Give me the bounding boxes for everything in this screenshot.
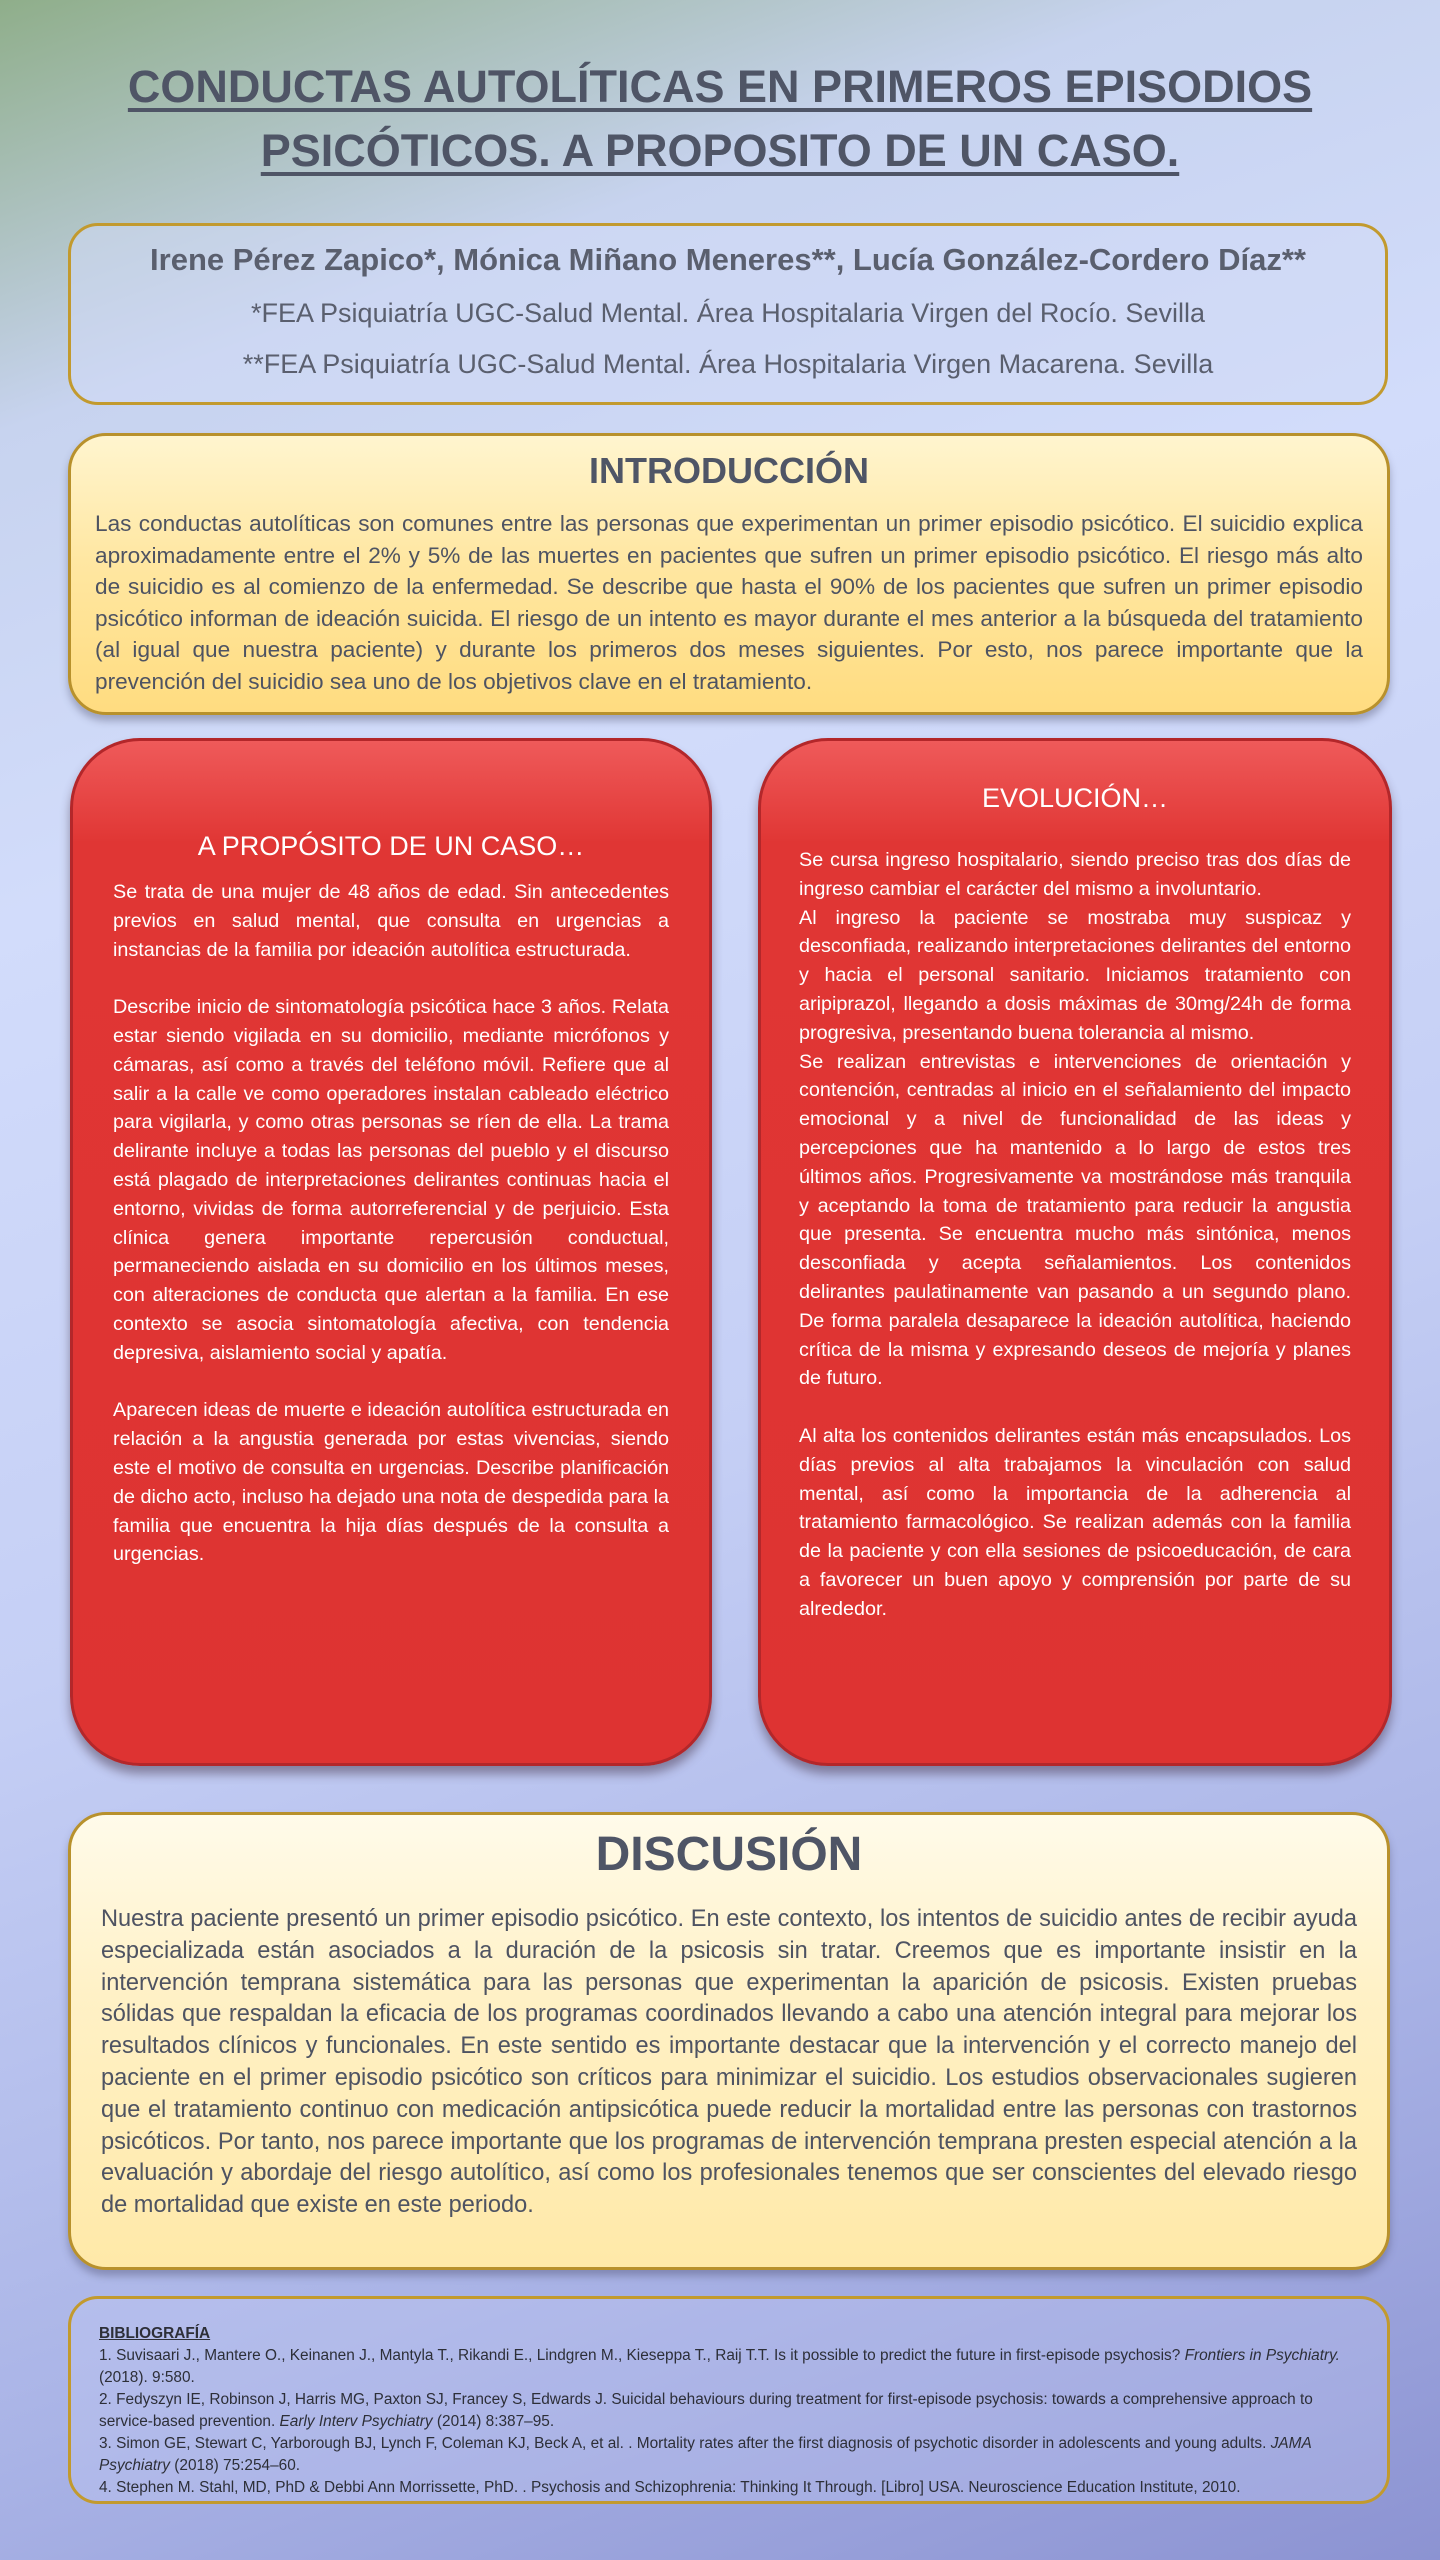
evolution-heading: EVOLUCIÓN…	[981, 783, 1169, 813]
introduction-panel	[68, 433, 1390, 715]
reference-3: 3. Simon GE, Stewart C, Yarborough BJ, Lynch F, Coleman KJ, Beck A, et al. . Mortality rates after the first diagnosis of psychotic disorder in adolescents and young adults. JAMA Psychiatry (2018) 75:254–60.	[99, 2435, 1312, 2474]
affiliation-1: *FEA Psiquiatría UGC-Salud Mental. Área Hospitalaria Virgen del Rocío. Sevilla	[251, 298, 1205, 328]
affiliation-2: **FEA Psiquiatría UGC-Salud Mental. Área Hospitalaria Virgen Macarena. Sevilla	[242, 349, 1214, 379]
case-text	[113, 878, 669, 1569]
discussion-heading: DISCUSIÓN	[595, 1828, 863, 1881]
case-panel	[70, 738, 712, 1766]
evolution-paragraph-2: Al ingreso la paciente se mostraba muy suspicaz y desconfiada, realizando interpretaciones delirantes del entorno y hacia el personal sanitario. Iniciamos tratamiento con aripiprazol, llegando a dosis máximas de 30mg/24h de forma progresiva, presentando buena tolerancia al mismo.	[799, 906, 1351, 1044]
case-heading: A PROPÓSITO DE UN CASO…	[197, 831, 585, 861]
authors-box	[68, 223, 1388, 405]
bibliography-heading: BIBLIOGRAFÍA	[99, 2325, 211, 2342]
author-names: Irene Pérez Zapico*, Mónica Miñano Meneres**, Lucía González-Cordero Díaz**	[150, 242, 1306, 277]
case-paragraph-1: Se trata de una mujer de 48 años de edad. Sin antecedentes previos en salud mental, que consulta en urgencias a instancias de la familia por ideación autolítica estructurada.	[113, 881, 669, 961]
evolution-text	[799, 846, 1351, 1624]
introduction-text: Las conductas autolíticas son comunes entre las personas que experimentan un primer episodio psicótico. El suicidio explica aproximadamente entre el 2% y 5% de las muertes en pacientes que sufren un primer episodio psicótico. El riesgo más alto de suicidio es al comienzo de la enfermedad. Se describe que hasta el 90% de los pacientes que sufren un primer episodio psicótico informan de ideación suicida. El riesgo de un intento es mayor durante el mes anterior a la búsqueda del tratamiento (al igual que nuestra paciente) y durante los primeros dos meses siguientes. Por esto, nos parece importante que la prevención del suicidio sea uno de los objetivos clave en el tratamiento.	[95, 511, 1363, 694]
case-paragraph-2: Describe inicio de sintomatología psicótica hace 3 años. Relata estar siendo vigilada en su domicilio, mediante micrófonos y cámaras, así como a través del teléfono móvil. Refiere que al salir a la calle ve como operadores instalan cableado eléctrico para vigilarla, y como otras personas se ríen de ella. La trama delirante incluye a todas las personas del pueblo y el discurso está plagado de interpretaciones delirantes continuas hacia el entorno, vividas de forma autorreferencial y de perjuicio. Esta clínica genera importante repercusión conductual, permaneciendo aislada en su domicilio en los últimos meses, con alteraciones de conducta que alertan a la familia. En ese contexto se asocia sintomatología afectiva, con tendencia depresiva, aislamiento social y apatía.	[113, 996, 669, 1364]
introduction-heading: INTRODUCCIÓN	[589, 450, 869, 491]
reference-2: 2. Fedyszyn IE, Robinson J, Harris MG, Paxton SJ, Francey S, Edwards J. Suicidal behaviours during treatment for first-episode psychosis: towards a comprehensive approach to service-based prevention. Early Interv Psychiatry (2014) 8:387–95.	[99, 2391, 1313, 2430]
reference-1: 1. Suvisaari J., Mantere O., Keinanen J., Mantyla T., Rikandi E., Lindgren M., Kieseppa T., Raij T.T. Is it possible to predict the future in first-episode psychosis? Frontiers in Psychiatry. (2018). 9:580.	[99, 2347, 1340, 2386]
poster-title	[60, 55, 1380, 183]
poster-title-line-1: CONDUCTAS AUTOLÍTICAS EN PRIMEROS EPISODIOS	[127, 61, 1313, 112]
poster-title-line-2: PSICÓTICOS. A PROPOSITO DE UN CASO.	[260, 125, 1180, 176]
reference-4: 4. Stephen M. Stahl, MD, PhD & Debbi Ann Morrissette, PhD. . Psychosis and Schizophrenia: Thinking It Through. [Libro] USA. Neuroscience Education Institute, 2010.	[99, 2479, 1241, 2496]
bibliography-box	[68, 2296, 1390, 2504]
discussion-text: Nuestra paciente presentó un primer episodio psicótico. En este contexto, los intentos de suicidio antes de recibir ayuda especializada están asociados a la duración de la psicosis sin tratar. Creemos que es importante insistir en la intervención temprana sistemática para las personas que experimentan la aparición de psicosis. Existen pruebas sólidas que respaldan la eficacia de los programas coordinados llevando a cabo una atención integral para mejorar los resultados clínicos y funcionales. En este sentido es importante destacar que la intervención y el correcto manejo del paciente en el primer episodio psicótico son críticos para minimizar el suicidio. Los estudios observacionales sugieren que el tratamiento continuo con medicación antipsicótica puede reducir la mortalidad entre las personas con trastornos psicóticos. Por tanto, nos parece importante que los programas de intervención temprana presten especial atención a la evaluación y abordaje del riesgo autolítico, así como los profesionales tenemos que ser conscientes del elevado riesgo de mortalidad que existe en este periodo.	[101, 1906, 1357, 2219]
discussion-panel	[68, 1812, 1390, 2270]
case-paragraph-3: Aparecen ideas de muerte e ideación autolítica estructurada en relación a la angustia generada por estas vivencias, siendo este el motivo de consulta en urgencias. Describe planificación de dicho acto, incluso ha dejado una nota de despedida para la familia que encuentra la hija días después de la consulta a urgencias.	[113, 1399, 669, 1566]
evolution-paragraph-4: Al alta los contenidos delirantes están más encapsulados. Los días previos al alta trabajamos la vinculación con salud mental, así como la importancia de la adherencia al tratamiento farmacológico. Se realizan además con la familia de la paciente y con ella sesiones de psicoeducación, de cara a favorecer un buen apoyo y comprensión por parte de su alrededor.	[799, 1424, 1351, 1620]
evolution-paragraph-1: Se cursa ingreso hospitalario, siendo preciso tras dos días de ingreso cambiar el carácter del mismo a involuntario.	[799, 849, 1351, 900]
evolution-paragraph-3: Se realizan entrevistas e intervenciones de orientación y contención, centradas al inicio en el señalamiento del impacto emocional y a nivel de funcionalidad de las ideas y percepciones que ha mantenido a lo largo de estos tres últimos años. Progresivamente va mostrándose más tranquila y aceptando la toma de tratamiento para reducir la angustia que presenta. Se encuentra mucho más sintónica, menos desconfiada y acepta señalamientos. Los contenidos delirantes paulatinamente van pasando a un segundo plano. De forma paralela desaparece la ideación autolítica, haciendo crítica de la misma y expresando deseos de mejoría y planes de futuro.	[799, 1050, 1351, 1390]
evolution-panel	[758, 738, 1392, 1766]
